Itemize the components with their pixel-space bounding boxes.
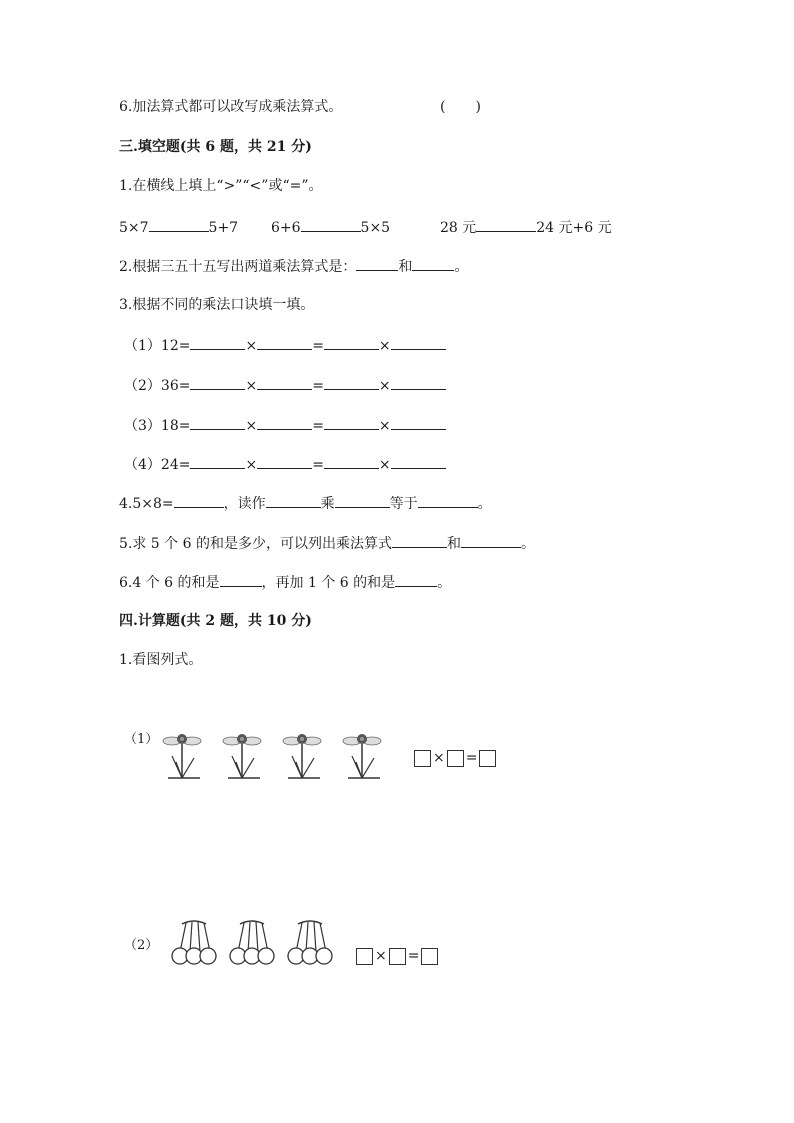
answer-box[interactable] — [356, 948, 373, 965]
answer-blank[interactable] — [392, 532, 447, 548]
answer-blank[interactable] — [412, 255, 454, 271]
compare-item-2: 6+6 5×5 — [271, 216, 390, 238]
fill-question-2: 2.根据三五十五写出两道乘法算式是： 和 。 — [119, 255, 468, 277]
flower-picture — [160, 728, 410, 788]
answer-blank[interactable] — [476, 216, 536, 232]
answer-blank[interactable] — [257, 334, 312, 350]
calc-question-1-stem: 1.看图列式。 — [119, 652, 203, 668]
flower-icon — [163, 734, 201, 778]
picture-1-equation: × = — [414, 748, 496, 768]
answer-box[interactable] — [421, 948, 438, 965]
fill-question-3-row-3: （3）18= × = × — [124, 414, 446, 436]
fill-question-3-row-2: （2）36= × = × — [124, 374, 446, 396]
answer-blank[interactable] — [324, 334, 379, 350]
fill-question-6: 6.4 个 6 的和是 ，再加 1 个 6 的和是 。 — [119, 571, 451, 593]
answer-blank[interactable] — [391, 414, 446, 430]
answer-box[interactable] — [447, 750, 464, 767]
fill-question-3-stem: 3.根据不同的乘法口诀填一填。 — [119, 297, 315, 313]
answer-blank[interactable] — [418, 492, 478, 508]
compare-item-1: 5×7 5+7 — [119, 216, 238, 238]
fill-question-1-stem: 1.在横线上填上“>”“<”或“=”。 — [119, 178, 323, 194]
answer-blank[interactable] — [391, 334, 446, 350]
answer-blank[interactable] — [190, 334, 245, 350]
section-4-title: 四.计算题(共 2 题，共 10 分) — [119, 613, 312, 629]
flower-icon — [343, 734, 381, 778]
answer-blank[interactable] — [220, 571, 262, 587]
answer-blank[interactable] — [174, 492, 224, 508]
answer-box[interactable] — [389, 948, 406, 965]
fill-question-3-row-4: （4）24= × = × — [124, 453, 446, 475]
answer-blank[interactable] — [190, 414, 245, 430]
answer-blank[interactable] — [257, 453, 312, 469]
judge-question-6-text: 6.加法算式都可以改写成乘法算式。 — [119, 99, 343, 115]
answer-blank[interactable] — [257, 374, 312, 390]
answer-blank[interactable] — [190, 374, 245, 390]
answer-blank[interactable] — [391, 453, 446, 469]
answer-blank[interactable] — [149, 216, 209, 232]
answer-blank[interactable] — [395, 571, 437, 587]
answer-blank[interactable] — [461, 532, 521, 548]
picture-1-label: （1） — [124, 732, 159, 747]
judge-answer-parentheses[interactable]: ( ) — [440, 99, 481, 115]
answer-blank[interactable] — [190, 453, 245, 469]
answer-blank[interactable] — [301, 216, 361, 232]
judge-question-6 — [119, 97, 342, 117]
answer-blank[interactable] — [335, 492, 390, 508]
picture-2-equation: × = — [356, 946, 438, 966]
answer-box[interactable] — [414, 750, 431, 767]
cherry-icon — [288, 921, 332, 964]
picture-2-label: （2） — [124, 938, 159, 953]
answer-blank[interactable] — [324, 374, 379, 390]
fill-question-5: 5.求 5 个 6 的和是多少，可以列出乘法算式 和 。 — [119, 532, 535, 554]
cherry-icon — [230, 921, 274, 964]
answer-box[interactable] — [479, 750, 496, 767]
cherry-picture — [170, 918, 350, 968]
answer-blank[interactable] — [324, 453, 379, 469]
answer-blank[interactable] — [266, 492, 321, 508]
answer-blank[interactable] — [356, 255, 398, 271]
cherry-icon — [172, 921, 216, 964]
fill-question-4: 4.5×8= ，读作 乘 等于 。 — [119, 492, 492, 514]
flower-icon — [283, 734, 321, 778]
answer-blank[interactable] — [391, 374, 446, 390]
flower-icon — [223, 734, 261, 778]
answer-blank[interactable] — [257, 414, 312, 430]
section-3-title: 三.填空题(共 6 题，共 21 分) — [119, 139, 312, 155]
compare-item-3: 28 元 24 元+6 元 — [440, 216, 612, 238]
answer-blank[interactable] — [324, 414, 379, 430]
fill-question-3-row-1: （1）12= × = × — [124, 334, 446, 356]
